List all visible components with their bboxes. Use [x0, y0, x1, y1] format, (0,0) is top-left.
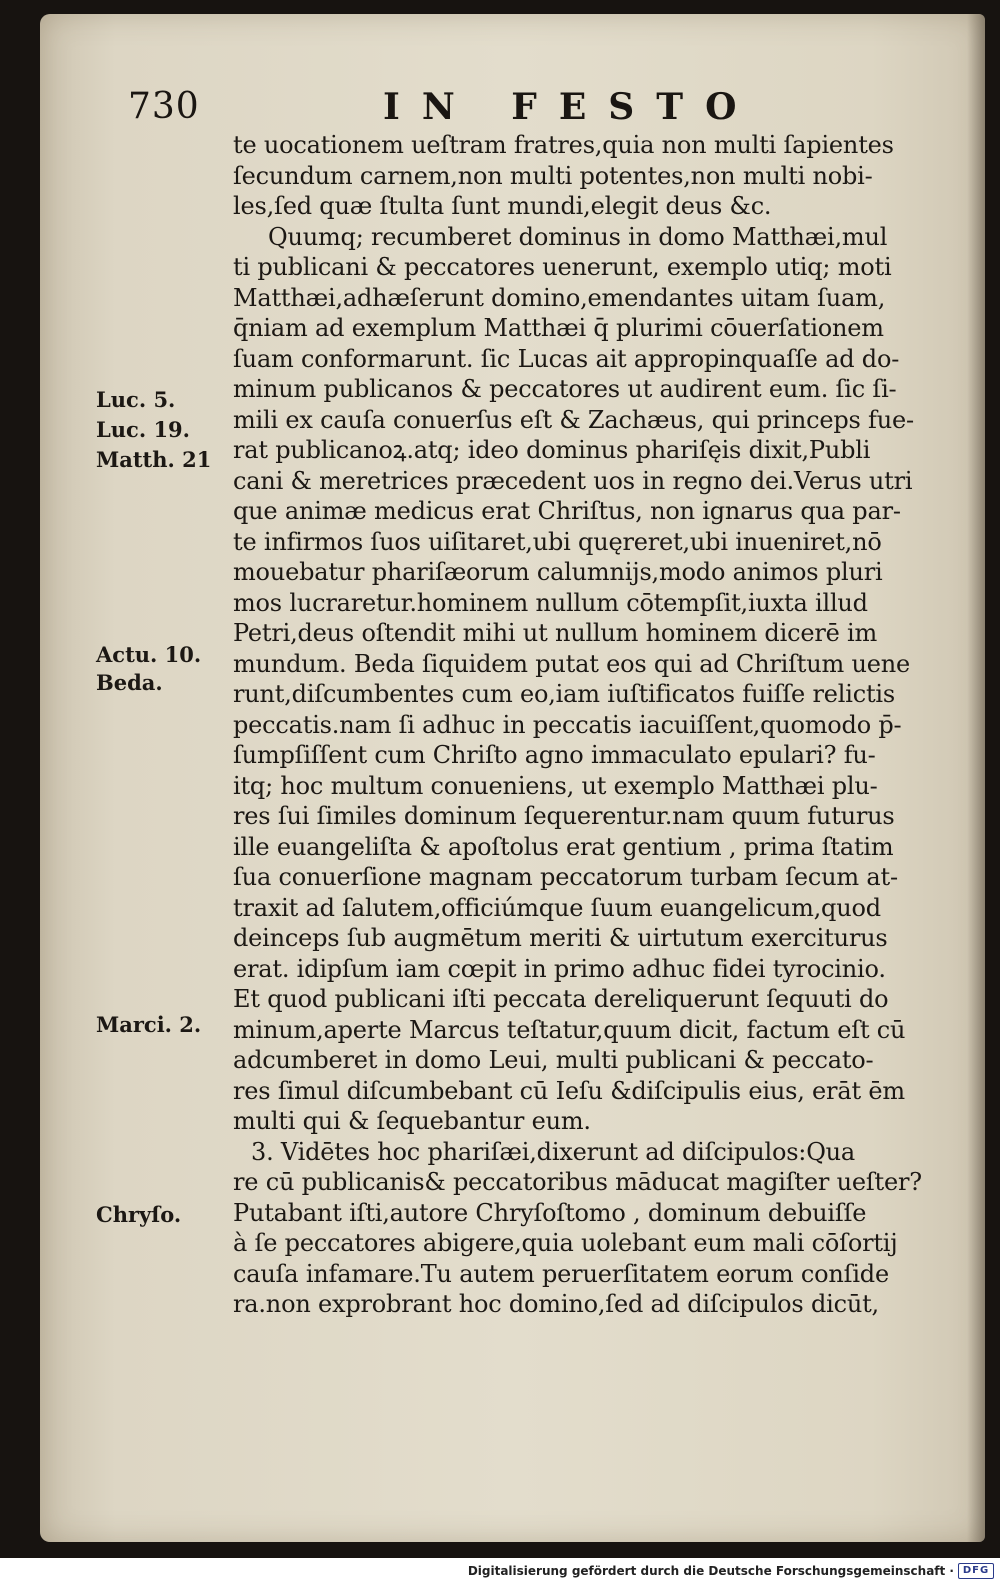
text-line: runt,diſcumbentes cum eo,iam iuſtificatos fuiſſe relictis — [233, 680, 895, 708]
text-line: les,ſed quæ ſtulta ſunt mundi,elegit deus &c. — [233, 192, 772, 220]
text-line: peccatis.nam ſi adhuc in peccatis iacuiſſent,quomodo p̄- — [233, 710, 902, 739]
text-line: Et quod publicani iſti peccata dereliquerunt ſequuti do — [233, 985, 889, 1013]
text-line: te infirmos ſuos uiſitaret,ubi quęreret,ubi inueniret,nō — [233, 527, 882, 556]
text-line: mouebatur phariſæorum calumnijs,modo animos pluri — [233, 558, 883, 586]
marginal-note: Beda. — [96, 670, 163, 695]
text-line: re cū publicanis& peccatoribus māducat magiſter ueſter? — [233, 1168, 922, 1196]
text-line: erat. idipſum iam cœpit in primo adhuc fidei tyrocinio. — [233, 954, 886, 983]
text-line: ſuam conformarunt. ſic Lucas ait appropinquaſſe ad do- — [233, 344, 900, 373]
text-line: ſecundum carnem,non multi potentes,non multi nobi- — [233, 161, 873, 190]
text-line: Matthæi,adhæſerunt domino,emendantes uitam ſuam, — [233, 283, 886, 312]
marginal-note: Luc. 5. — [96, 387, 176, 412]
marginal-note: Matth. 21 — [96, 447, 212, 472]
text-line: 3. Vidētes hoc phariſæi,dixerunt ad diſcipulos:Qua — [251, 1137, 856, 1166]
text-line: cani & meretrices præcedent uos in regno dei.Verus utri — [233, 466, 913, 495]
text-line: te uocationem ueſtram fratres,quia non multi ſapientes — [233, 131, 894, 159]
funding-notice: Digitalisierung gefördert durch die Deutsche Forschungsgemeinschaft · — [467, 1564, 954, 1578]
text-line: ti publicani & peccatores uenerunt, exemplo utiq; moti — [233, 253, 892, 281]
text-line: ſumpſiſſent cum Chriſto agno immaculato epulari? fu- — [233, 741, 876, 769]
footer — [0, 1558, 1000, 1584]
dfg-logo: DFG — [958, 1563, 994, 1579]
text-line: que animæ medicus erat Chriſtus, non ignarus qua par- — [233, 497, 901, 525]
text-line: traxit ad ſalutem,officiúmque ſuum euangelicum,quod — [233, 893, 881, 922]
text-line: ille euangeliſta & apoſtolus erat gentium , prima ſtatim — [233, 832, 894, 861]
text-line: multi qui & ſequebantur eum. — [233, 1107, 591, 1135]
text-line: res ſui ſimiles dominum ſequerentur.nam quum futurus — [233, 802, 895, 830]
text-line: rat publicanoꝝ.atq; ideo dominus phariſęis dixit,Publi — [233, 436, 871, 464]
marginal-note: Chryſo. — [96, 1202, 182, 1227]
text-line: q̄niam ad exemplum Matthæi q̄ plurimi cōuerſationem — [233, 314, 884, 342]
page-number: 730 — [128, 86, 200, 127]
text-line: adcumberet in domo Leui, multi publicani & peccato- — [233, 1046, 874, 1074]
text-line: mili ex cauſa conuerſus eſt & Zachæus, qui princeps fue- — [233, 405, 914, 434]
text-line: ra.non exprobrant hoc domino,ſed ad diſcipulos dicūt, — [233, 1290, 879, 1318]
page-edge-shadow — [967, 14, 985, 1542]
marginal-note: Luc. 19. — [96, 417, 190, 442]
text-line: itq; hoc multum conueniens, ut exemplo Matthæi plu- — [233, 771, 878, 800]
text-line: à ſe peccatores abigere,quia uolebant eum mali cōſortij — [233, 1229, 898, 1257]
text-line: deinceps ſub augmētum meriti & uirtutum exerciturus — [233, 924, 888, 952]
text-line: mos lucraretur.hominem nullum cōtempſit,iuxta illud — [233, 588, 868, 617]
text-line: Petri,deus oſtendit mihi ut nullum hominem dicerē im — [233, 619, 878, 647]
text-line: res ſimul diſcumbebant cū Ieſu &diſcipulis eius, erāt ēm — [233, 1076, 905, 1105]
marginal-note: Marci. 2. — [96, 1012, 202, 1037]
text-line: minum publicanos & peccatores ut audirent eum. ſic ſi- — [233, 375, 897, 403]
text-line: ſua conuerſione magnam peccatorum turbam ſecum at- — [233, 863, 898, 891]
text-line: Quumq; recumberet dominus in domo Matthæi,mul — [268, 222, 888, 251]
text-line: cauſa infamare.Tu autem peruerſitatem eorum conſide — [233, 1259, 889, 1288]
running-head: IN FESTO — [383, 86, 759, 128]
marginal-note: Actu. 10. — [96, 642, 202, 667]
text-line: Putabant iſti,autore Chryſoſtomo , dominum debuiſſe — [233, 1198, 867, 1227]
text-line: minum,aperte Marcus teſtatur,quum dicit, factum eſt cū — [233, 1015, 906, 1044]
text-line: mundum. Beda ſiquidem putat eos qui ad Chriſtum uene — [233, 649, 910, 678]
main-text — [233, 130, 933, 1320]
